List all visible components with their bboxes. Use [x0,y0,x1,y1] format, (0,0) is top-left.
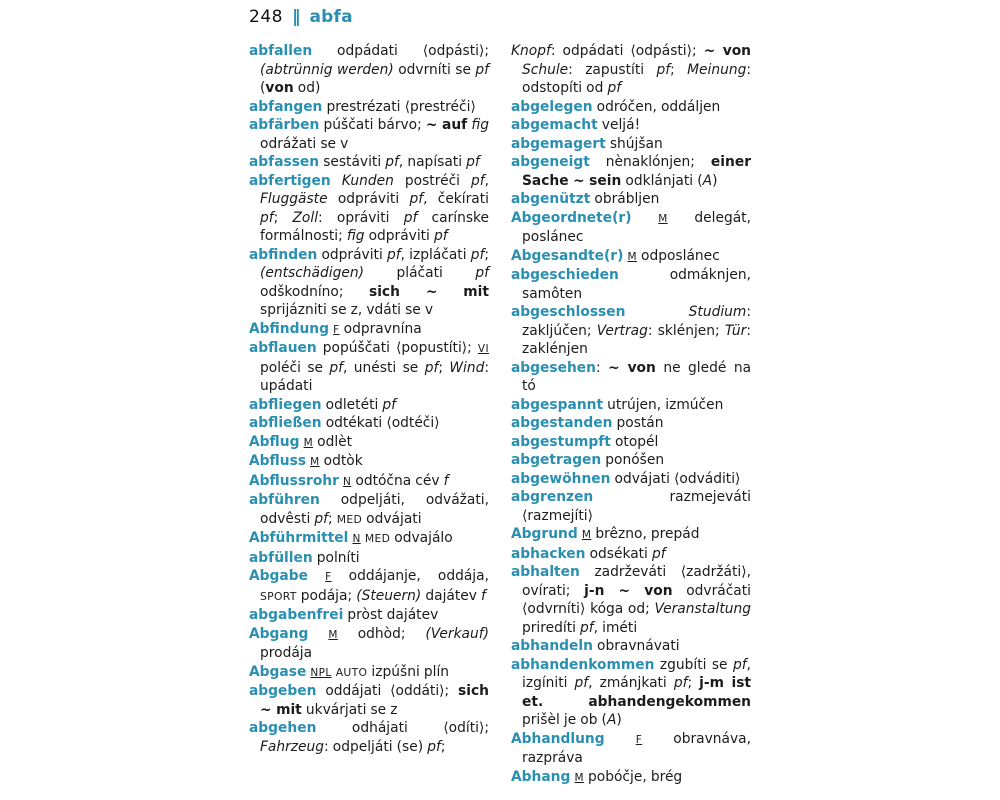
italic-label: Studium [688,304,747,320]
dictionary-entry [249,663,489,683]
translation-text: odpráviti [317,246,387,263]
italic-label: pf [466,154,480,170]
headword: abfallen [249,43,313,59]
dictionary-entry [249,246,489,320]
translation-text: oddájati ⟨oddáti⟩; [316,683,459,699]
headword: Abgesandte(r) [511,247,624,264]
translation-text: razmejeváti ⟨razmejíti⟩ [522,489,751,524]
translation-text: utrújen, izmúčen [603,396,724,413]
dictionary-entry [249,625,489,663]
translation-text: otopél [610,433,659,450]
translation-text: odpravnína [339,320,422,337]
italic-label: pf [732,656,747,673]
headword: abgeben [249,683,317,699]
translation-text: odpádati ⟨odpásti⟩; [312,43,489,59]
translation-text: odvráčati ⟨odvrníti⟩ kóga od; [522,582,751,617]
italic-label: pf [427,738,441,755]
italic-label: fig [471,117,490,133]
italic-label: pf [475,61,489,78]
gender-marker: M [328,628,338,641]
dictionary-entry [249,339,489,396]
headword: Abflussrohr [249,472,339,489]
translation-text: ne gledé na tó [522,359,752,394]
dictionary-entry [511,42,751,98]
translation-text: sestáviti [319,154,386,170]
headword: abgemagert [511,135,606,152]
headword: abfinden [249,246,318,263]
translation-text: púščati bárvo; [319,117,426,133]
dictionary-entry [511,396,751,415]
translation-text: , [484,172,489,189]
domain-label: AUTO [335,665,368,679]
dictionary-entry [249,719,489,756]
translation-text: odmáknjen, samôten [522,267,751,302]
translation-text: delegát, poslánec [522,209,751,245]
italic-label: pf [409,191,424,207]
italic-label: pf [260,209,274,226]
dictionary-entry [249,433,489,453]
translation-text: odpráviti [364,228,434,244]
translation-text: odposlánec [636,247,720,264]
dictionary-entry [249,567,489,606]
italic-label: pf [580,619,594,636]
headword: abgestumpft [511,433,611,450]
headword: abhandenkommen [511,656,655,673]
headword: abhalten [511,564,580,580]
translation-text: odpráviti [327,191,410,207]
translation-text: od) [293,80,321,96]
italic-label: pf [607,80,622,96]
translation-text: obravnávati [592,638,680,654]
translation-text: ) [616,712,622,728]
left-column [249,42,489,787]
translation-text: odsékati [585,545,652,562]
translation-text: ; [438,359,450,376]
translation-text: : opráviti [318,209,404,226]
translation-text: : odpeljáti (se) [324,738,428,755]
translation-text: odtòk [319,453,363,469]
italic-label: A [702,172,713,189]
headword: abgabenfrei [249,607,344,623]
translation-text: carínske formálnosti; [260,209,489,244]
translation-text: odhájati ⟨odíti⟩; [316,720,489,736]
italic-label: f [443,472,449,489]
headword: Abfindung [249,320,329,337]
translation-text: , iméti [593,619,638,636]
dictionary-entry [249,153,489,172]
translation-text: ) [712,172,718,189]
dictionary-entry [511,247,751,267]
translation-text: ; [670,61,688,78]
translation-text: podája; [296,587,357,604]
translation-text: ( [260,80,266,96]
italic-label: pf [314,510,328,527]
dictionary-entry [511,488,751,525]
translation-text: prišèl je ob ( [522,712,607,728]
translation-text: odvrníti se [393,61,476,78]
page-number: 248 [249,7,283,27]
italic-label: pf [470,172,485,189]
italic-label: A [606,712,617,728]
translation-text: : odstopíti od [522,61,751,96]
dictionary-entry [511,470,751,489]
gender-marker: M [303,436,314,449]
dictionary-entry [249,414,489,433]
translation-text: pròst dajátev [343,607,439,623]
dictionary-entry [249,98,489,117]
headword: Abgrund [511,526,578,542]
dictionary-entry [511,525,751,545]
headword: abfließen [249,415,322,431]
italic-label: (entschädigen) [260,265,364,281]
dictionary-entry [249,320,489,340]
dictionary-entry [249,682,489,719]
italic-label: Kunden [341,172,394,189]
headword: Abflug [249,433,300,450]
headword: abgespannt [511,396,604,413]
italic-label: pf [329,359,344,376]
dictionary-entry [511,563,751,637]
translation-text: shújšan [605,135,663,152]
double-bar-separator-icon: ‖ [291,7,301,27]
headword: abgeneigt [511,154,590,170]
translation-text: nènaklónjen; [589,154,711,170]
italic-label: f [481,587,486,604]
translation-text [625,304,688,320]
translation-text: odtóčna cév [351,472,444,489]
gender-marker: N [343,475,352,488]
translation-text: odklánjati ( [621,172,703,189]
translation-text: : zapustíti [568,61,657,78]
dictionary-entry [249,491,489,529]
dictionary-entry [511,98,751,117]
dictionary-entry [249,472,489,492]
translation-text: : sklénjen; [647,322,725,339]
dictionary-entry [511,433,751,452]
translation-text: priredíti [522,619,581,636]
domain-label: MED [336,512,363,526]
translation-text: dajátev [421,587,482,604]
dictionary-entry [511,303,751,359]
gender-marker: NPL [310,666,332,679]
translation-text: veljá! [597,117,641,133]
translation-text: , unésti se [343,359,425,376]
italic-label: (Verkauf) [425,625,489,642]
italic-label: pf [424,359,439,376]
translation-text: polníti [312,549,360,566]
translation-text: , izpláčati [400,246,471,263]
headword: abgemacht [511,117,598,133]
translation-text: prestrézati ⟨prestréči⟩ [322,98,476,115]
gender-marker: VI [477,343,489,355]
translation-text: odlèt [313,433,353,450]
italic-label: pf [470,246,485,263]
translation-text: ; [687,675,700,691]
italic-label: Fluggäste [260,191,328,207]
translation-text: : zakljúčen; [522,304,751,339]
translation-text: izpúšni plín [367,663,450,680]
italic-label: (Steuern) [356,587,422,604]
headword: Abgeordnete(r) [511,209,632,226]
italic-label: Schule [522,61,569,78]
italic-label: Meinung [687,61,747,78]
headword: abfertigen [249,172,331,189]
translation-text: sprijázniti se z, vdáti se v [260,302,433,318]
translation-text: pláčati [363,265,476,281]
dictionary-entry [511,451,751,470]
translation-text: odškodníno; [260,283,369,300]
headword: abgeschieden [511,267,619,283]
italic-label: fig [346,228,365,244]
italic-label: pf [673,675,688,691]
domain-label: SPORT [260,589,297,603]
translation-text: , izgíniti [522,656,751,691]
translation-text: odrážati se v [260,135,349,152]
dictionary-entry [249,42,489,98]
dictionary-entry [511,545,751,564]
gender-marker: F [325,571,332,583]
headword: Abgabe [249,568,308,584]
translation-text: ; [328,510,337,527]
headword: Abfluss [249,453,307,469]
gender-marker: F [635,733,643,746]
headword: abflauen [249,340,317,356]
bold-phrase: ~ von [703,43,751,59]
translation-text: : upádati [260,359,489,394]
translation-text: : [596,359,609,376]
italic-label: pf [656,61,671,78]
italic-label: pf [433,228,448,244]
dictionary-entry [249,529,489,549]
translation-text: : zaklénjen [522,322,751,357]
translation-text: ; [484,246,489,263]
translation-text: odtékati ⟨odtéči⟩ [321,415,440,431]
page-content [249,0,751,787]
translation-text: poléči se [260,359,330,376]
italic-label: Knopf [511,43,551,59]
translation-text: ponóšen [601,452,665,468]
translation-text: oddájanje, oddája, [331,568,489,584]
translation-text: , napísati [398,154,467,170]
gender-marker: F [333,323,340,336]
headword: abgehen [249,720,317,736]
italic-label: Zoll [292,209,319,226]
translation-text [632,210,659,226]
gender-marker: M [310,456,320,468]
translation-text: popúščati ⟨popustíti⟩; [316,340,478,356]
headword: abgesehen [511,359,596,376]
headword: abhacken [511,545,586,562]
dictionary-columns [249,42,751,787]
translation-text: obrábljen [590,191,660,207]
translation-text [605,731,636,747]
page-header [249,7,751,27]
headword: abgeschlossen [511,304,626,320]
dictionary-entry [511,153,751,190]
translation-text: , zmánjkati [588,675,674,691]
italic-label: pf [403,209,418,226]
dictionary-entry [511,190,751,209]
dictionary-entry [249,606,489,625]
translation-text: odvajálo [390,530,453,546]
bold-phrase: j-m ist et. abhandengekommen [522,675,751,710]
italic-label: pf [475,265,489,281]
italic-label: pf [385,154,399,170]
dictionary-entry [249,549,489,568]
italic-label: Wind [449,359,485,376]
headword: Abgase [249,663,307,680]
dictionary-entry [511,209,751,247]
dictionary-entry [511,768,751,788]
headword: abfliegen [249,396,322,413]
dictionary-entry [249,116,489,153]
bold-phrase: sich ~ mit [368,283,489,300]
italic-label: (abtrünnig werden) [260,61,394,78]
bold-phrase: ~ auf [425,117,468,133]
translation-text [331,173,342,189]
translation-text [308,626,328,642]
headword: abführen [249,492,320,508]
translation-text: odvájati [362,510,422,527]
translation-text: brêzno, prepád [591,526,700,542]
headword: Abführmittel [249,530,349,546]
italic-label: Fahrzeug [260,738,325,755]
dictionary-entry [511,656,751,730]
dictionary-entry [249,396,489,415]
italic-label: pf [382,396,397,413]
italic-label: Tür [724,322,747,339]
bold-phrase: einer Sache ~ sein [522,154,751,189]
bold-phrase: ~ von [608,359,656,376]
dictionary-entry [511,266,751,303]
italic-label: pf [386,246,401,263]
dictionary-entry [249,172,489,246]
headword: abgelegen [511,98,593,115]
dictionary-entry [511,116,751,135]
dictionary-entry [511,135,751,154]
translation-text: odletéti [321,396,383,413]
headword: Abhang [511,768,571,785]
translation-text: odhòd; [337,625,426,642]
dictionary-entry [511,414,751,433]
dictionary-entry [511,637,751,656]
headword: Abgang [249,625,309,642]
headword: abfassen [249,154,320,170]
gender-marker: M [581,529,592,541]
translation-text: odpeljáti, odvážati, odvêsti [260,492,489,527]
bold-phrase: sich ~ mit [260,683,489,718]
gender-marker: M [574,771,584,784]
translation-text: obravnáva, razpráva [522,730,751,766]
bold-phrase: von [265,80,294,96]
translation-text: ; [273,209,293,226]
gender-marker: M [627,250,637,263]
translation-text: odvájati ⟨odváditi⟩ [610,470,741,487]
domain-label: MED [364,532,391,545]
bold-phrase: j-n ~ von [584,582,673,599]
translation-text [308,568,325,584]
headword: abfärben [249,117,320,133]
translation-text: zadrževáti ⟨zadržáti⟩, ovírati; [522,564,751,599]
headword: abgenützt [511,191,591,207]
translation-text: ; [440,738,446,755]
translation-text: postréči [393,172,471,189]
headword: abfangen [249,98,323,115]
translation-text: postán [612,415,664,431]
italic-label: Vertrag [596,322,648,339]
headword: abgetragen [511,452,602,468]
gender-marker: M [658,212,668,225]
translation-text: zgubíti se [654,656,733,673]
italic-label: pf [574,675,589,691]
dictionary-entry [511,359,751,396]
headword: abfüllen [249,549,313,566]
dictionary-entry [511,730,751,768]
headword: abgestanden [511,415,613,431]
section-guide-word: abfa [309,7,353,27]
right-column [511,42,751,787]
gender-marker: N [352,533,361,545]
italic-label: Veranstaltung [654,601,751,617]
headword: Abhandlung [511,730,605,747]
headword: abgewöhnen [511,470,611,487]
translation-text: ukvárjati se z [301,701,398,718]
translation-text: , čekírati [423,191,489,207]
translation-text: : odpádati ⟨odpásti⟩; [550,43,704,59]
translation-text: pobóčje, brég [583,768,683,785]
translation-text: prodája [260,645,313,661]
dictionary-entry [249,452,489,472]
italic-label: pf [651,545,666,562]
headword: abgrenzen [511,489,594,505]
translation-text: odróčen, oddáljen [592,98,721,115]
headword: abhandeln [511,638,593,654]
